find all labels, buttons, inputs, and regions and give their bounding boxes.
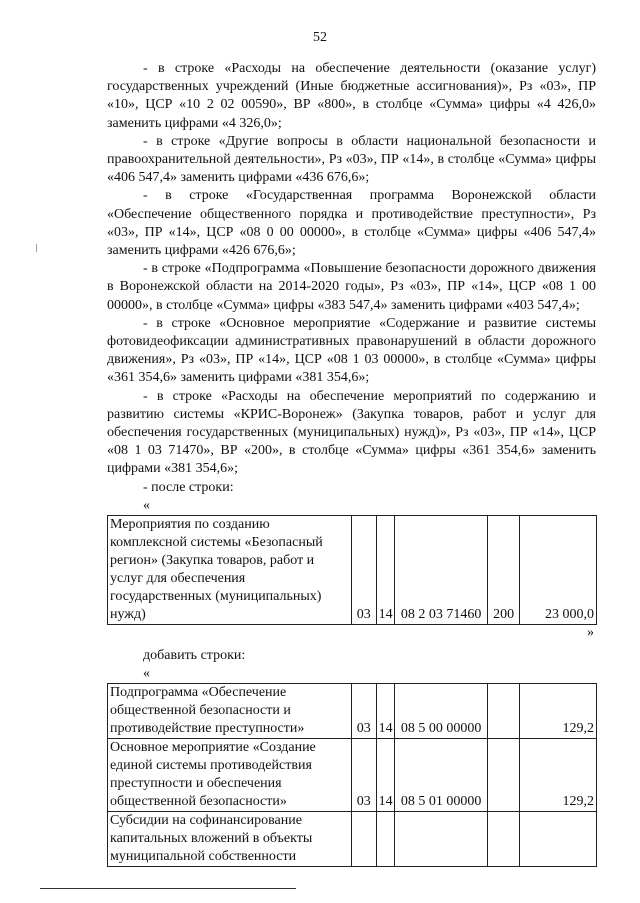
cell-pr: 14 — [376, 515, 394, 624]
table-existing-row — [107, 515, 597, 625]
table-row — [108, 812, 597, 867]
open-quote-1: « — [143, 497, 150, 513]
table-added-rows — [107, 683, 597, 867]
cell-vr: 200 — [488, 515, 520, 624]
after-line-label: - после строки: — [143, 479, 234, 495]
table-row — [108, 684, 597, 739]
cell-pr: 14 — [376, 684, 394, 739]
cell-sum: 129,2 — [520, 739, 597, 812]
add-rows-label: добавить строки: — [143, 647, 246, 663]
cell-pr: 14 — [376, 739, 394, 812]
cell-csr: 08 2 03 71460 — [395, 515, 488, 624]
cell-sum: 129,2 — [520, 684, 597, 739]
cell-vr — [488, 684, 520, 739]
cell-name: Мероприятия по созданию комплексной системы «Безопасный регион» (Закупка товаров, работ и услуг для обеспечения государственных (муниципальных) нужд) — [108, 515, 352, 624]
amendment-paragraph-1: - в строке «Расходы на обеспечение деятельности (оказание услуг) государственных учреждений (Иные бюджетные ассигнования)», Рз «03», ПР «10», ЦСР «10 2 02 00590», ВР «800», в столбце «Сумма» цифры «4 426,0» заменить цифрами «4 326,0»; — [107, 61, 596, 131]
cell-name: Субсидии на софинансирование капитальных вложений в объекты муниципальной собственности — [108, 812, 352, 867]
cell-rz: 03 — [351, 739, 376, 812]
cell-csr: 08 5 00 00000 — [395, 684, 488, 739]
cell-vr — [488, 812, 520, 867]
cell-name: Основное мероприятие «Создание единой системы противодействия преступности и обеспечения общественной безопасности» — [108, 739, 352, 812]
page-number: 52 — [313, 30, 327, 45]
cell-sum: 23 000,0 — [520, 515, 597, 624]
cell-rz — [351, 812, 376, 867]
margin-mark — [36, 244, 37, 252]
table-row — [108, 515, 597, 624]
open-quote-2: « — [143, 666, 150, 682]
cell-pr — [376, 812, 394, 867]
table-row — [108, 739, 597, 812]
document-body — [107, 60, 596, 867]
amendment-paragraph-2: - в строке «Другие вопросы в области национальной безопасности и правоохранительной деятельности», Рз «03», ПР «14», в столбце «Сумма» цифры «406 547,4» заменить цифрами «436 676,6»; — [107, 133, 596, 186]
amendment-paragraph-3: - в строке «Государственная программа Воронежской области «Обеспечение общественного порядка и противодействие преступности», Рз «03», ПР «14», ЦСР «08 0 00 00000», в столбце «Сумма» цифры «406 547,4» заменить цифрами «426 676,6»; — [107, 188, 596, 259]
cell-name: Подпрограмма «Обеспечение общественной безопасности и противодействие преступности» — [108, 684, 352, 739]
amendment-paragraph-5: - в строке «Основное мероприятие «Содержание и развитие системы фотовидеофиксации административных правонарушений в области дорожного движения», Рз «03», ПР «14», ЦСР «08 1 03 00000», в столбце «Сумма» цифры «361 354,6» заменить цифрами «381 354,6»; — [107, 315, 596, 386]
close-quote-1: » — [587, 624, 594, 640]
footer-rule — [40, 888, 296, 889]
amendment-paragraph-6: - в строке «Расходы на обеспечение мероприятий по содержанию и развитию системы «КРИС-Воронеж» (Закупка товаров, работ и услуг для обеспечения государственных (муниципальных) нужд)», Рз «03», ПР «14», ЦСР «08 1 03 71470», ВР «200», в столбце «Сумма» цифры «361 354,6» заменить цифрами «381 354,6»; — [107, 388, 596, 477]
cell-rz: 03 — [351, 515, 376, 624]
cell-csr — [395, 812, 488, 867]
amendment-paragraph-4: - в строке «Подпрограмма «Повышение безопасности дорожного движения в Воронежской области на 2014-2020 годы», Рз «03», ПР «14», ЦСР «08 1 00 00000», в столбце «Сумма» цифры «383 547,4» заменить цифрами «403 547,4»; — [107, 261, 596, 313]
cell-sum — [520, 812, 597, 867]
cell-csr: 08 5 01 00000 — [395, 739, 488, 812]
cell-rz: 03 — [351, 684, 376, 739]
cell-vr — [488, 739, 520, 812]
